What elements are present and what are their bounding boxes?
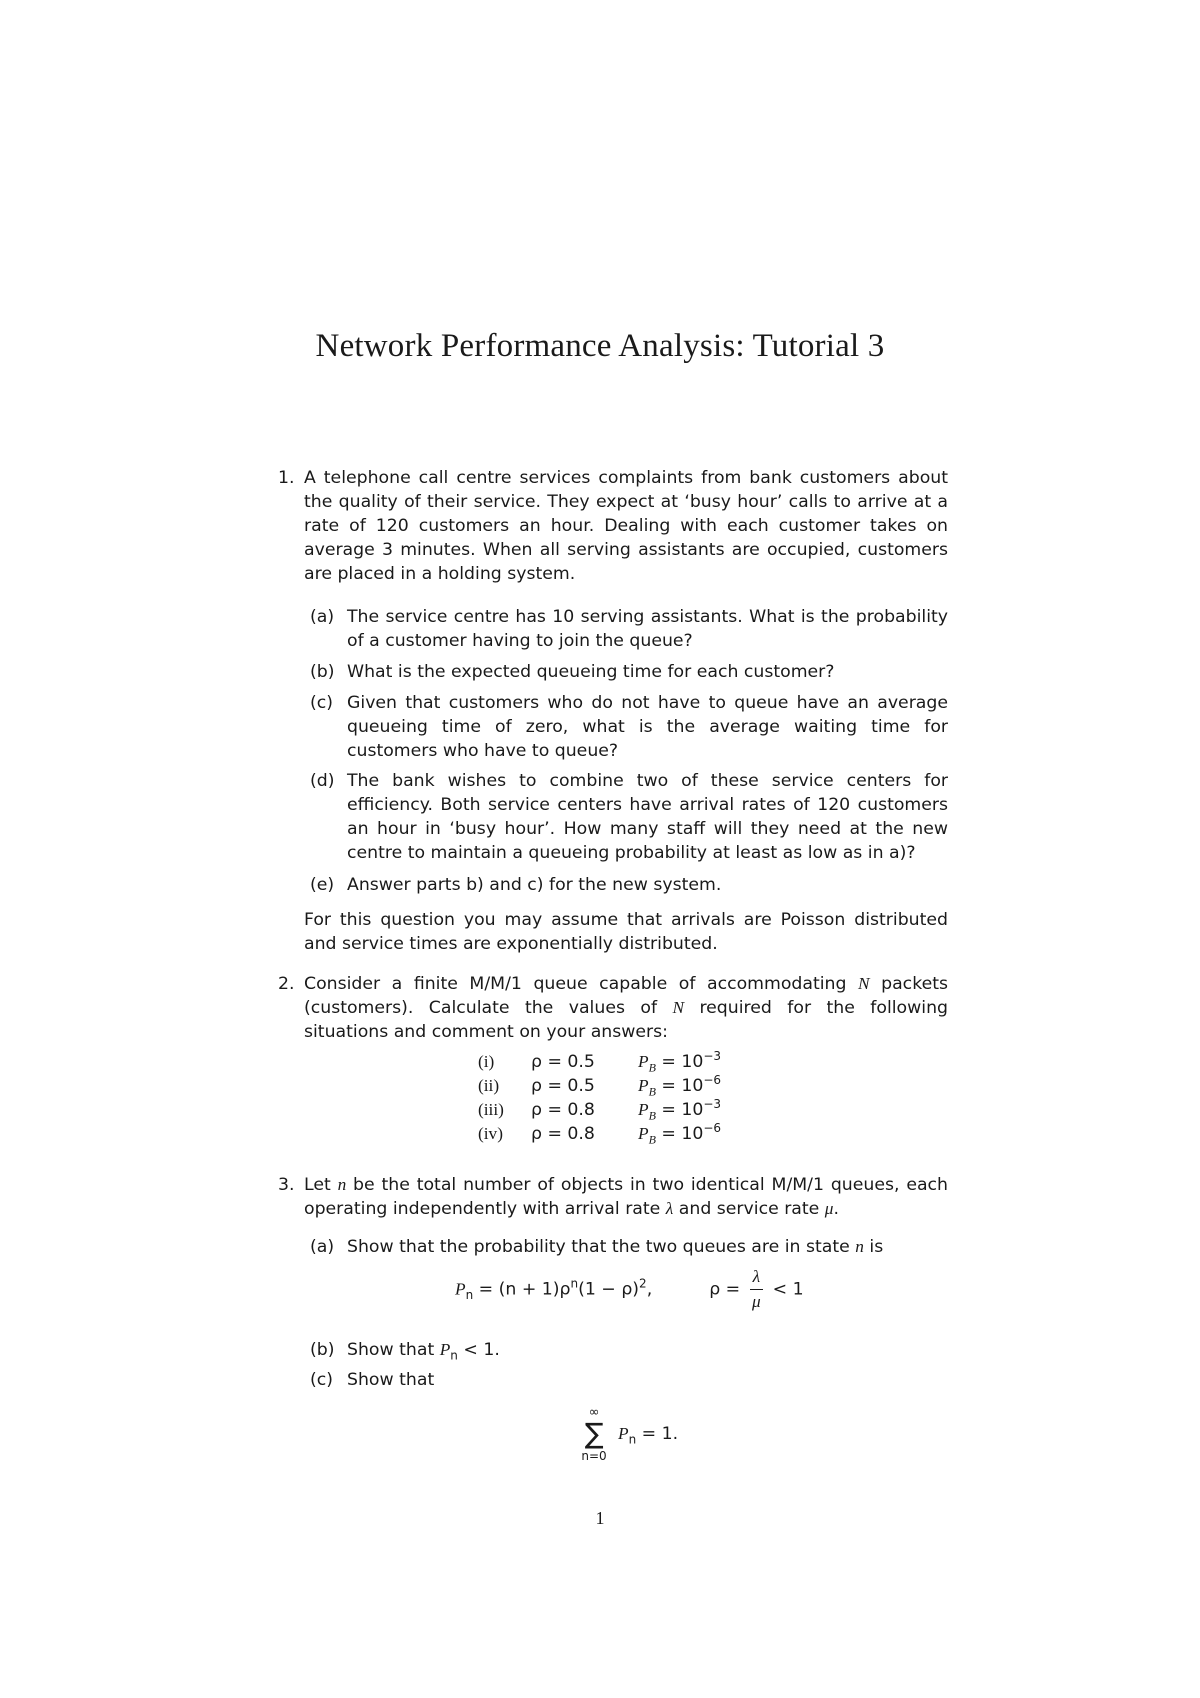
situation-rho: ρ = 0.8 <box>531 1100 595 1120</box>
situation-rho: ρ = 0.8 <box>531 1124 595 1144</box>
q3-part-c-label: (c) <box>310 1370 333 1390</box>
situation-rho: ρ = 0.5 <box>531 1052 595 1072</box>
situation-row <box>478 1097 778 1124</box>
lambda-over-mu-fraction: $\frac{\lambda}{\mu}$ <box>750 1265 764 1314</box>
situation-label: (i) <box>478 1052 495 1071</box>
page-number: 1 <box>595 1508 605 1528</box>
q1-part-e-label: (e) <box>310 875 335 895</box>
q1-part-c-label: (c) <box>310 693 333 713</box>
q1-part-d-label: (d) <box>310 771 335 791</box>
question-1-intro: A telephone call centre services complaints from bank customers about the quality of their service. They expect at ‘busy hour’ calls to arrive at a rate of 120 customers an hour. Dealing with each customer takes on average 3 minutes. When all serving assistants are occupied, customers are placed in a holding system. <box>304 468 948 584</box>
q3-part-a-label: (a) <box>310 1237 335 1257</box>
equation-pn: $P_n = (n + 1)\rho^n(1 - \rho)^2$, ρ = $\frac{\lambda}{\mu}$ < 1 <box>455 1265 804 1314</box>
q3-part-b-text: Show that $P_n < 1$. <box>347 1340 500 1363</box>
q1-part-a-text: The service centre has 10 serving assistants. What is the probability of a customer having to join the queue? <box>347 607 948 651</box>
situation-row <box>478 1073 778 1100</box>
lambda-symbol: λ <box>665 1199 674 1218</box>
q1-part-d-text: The bank wishes to combine two of these service centers for efficiency. Both service centers have arrival rates of 120 customers an hour in ‘busy hour’. How many staff will they need at the new centre to maintain a queueing probability at least as low as in a)? <box>347 771 948 863</box>
question-3-text: Let n be the total number of objects in two identical M/M/1 queues, each operating independently with arrival rate λ and service rate μ. <box>304 1175 948 1219</box>
q1-part-c-text: Given that customers who do not have to queue have an average queueing time of zero, what is the average waiting time for customers who have to queue? <box>347 693 948 761</box>
summation-symbol: ∞ ∑ n=0 <box>581 1405 607 1463</box>
situation-pb: $P_B = 10^{-3}$ <box>638 1097 722 1123</box>
situation-label: (iv) <box>478 1124 503 1143</box>
situation-label: (ii) <box>478 1076 500 1095</box>
q3-part-a-text: Show that the probability that the two queues are in state n is <box>347 1237 884 1257</box>
situation-pb: $P_B = 10^{-3}$ <box>638 1049 722 1075</box>
page-title: Network Performance Analysis: Tutorial 3 <box>315 328 885 364</box>
situation-row <box>478 1121 778 1148</box>
q1-note: For this question you may assume that arrivals are Poisson distributed and service times are exponentially distributed. <box>304 910 948 954</box>
q1-part-a-label: (a) <box>310 607 335 627</box>
q3-part-b-label: (b) <box>310 1340 335 1360</box>
situation-row <box>478 1049 778 1076</box>
q3-part-c-text: Show that <box>347 1370 435 1390</box>
n-symbol: N <box>672 998 685 1017</box>
question-3-number: 3. <box>278 1175 295 1195</box>
situations-table <box>478 1049 778 1148</box>
question-2-number: 2. <box>278 974 295 994</box>
q1-part-e-text: Answer parts b) and c) for the new system. <box>347 875 722 895</box>
n-symbol: n <box>337 1175 347 1194</box>
question-2-text: Consider a finite M/M/1 queue capable of accommodating N packets (customers). Calculate the values of N required for the following situations and comment on your answers: <box>304 974 948 1042</box>
q1-part-b-label: (b) <box>310 662 335 682</box>
question-1-number: 1. <box>278 468 295 488</box>
situation-pb: $P_B = 10^{-6}$ <box>638 1073 722 1099</box>
n-symbol: N <box>858 974 870 993</box>
situation-pb: $P_B = 10^{-6}$ <box>638 1121 722 1147</box>
q1-part-b-text: What is the expected queueing time for each customer? <box>347 662 835 682</box>
summation-equation: $P_n = 1$. <box>618 1424 679 1447</box>
situation-rho: ρ = 0.5 <box>531 1076 595 1096</box>
mu-symbol: μ <box>824 1199 834 1218</box>
situation-label: (iii) <box>478 1100 504 1119</box>
